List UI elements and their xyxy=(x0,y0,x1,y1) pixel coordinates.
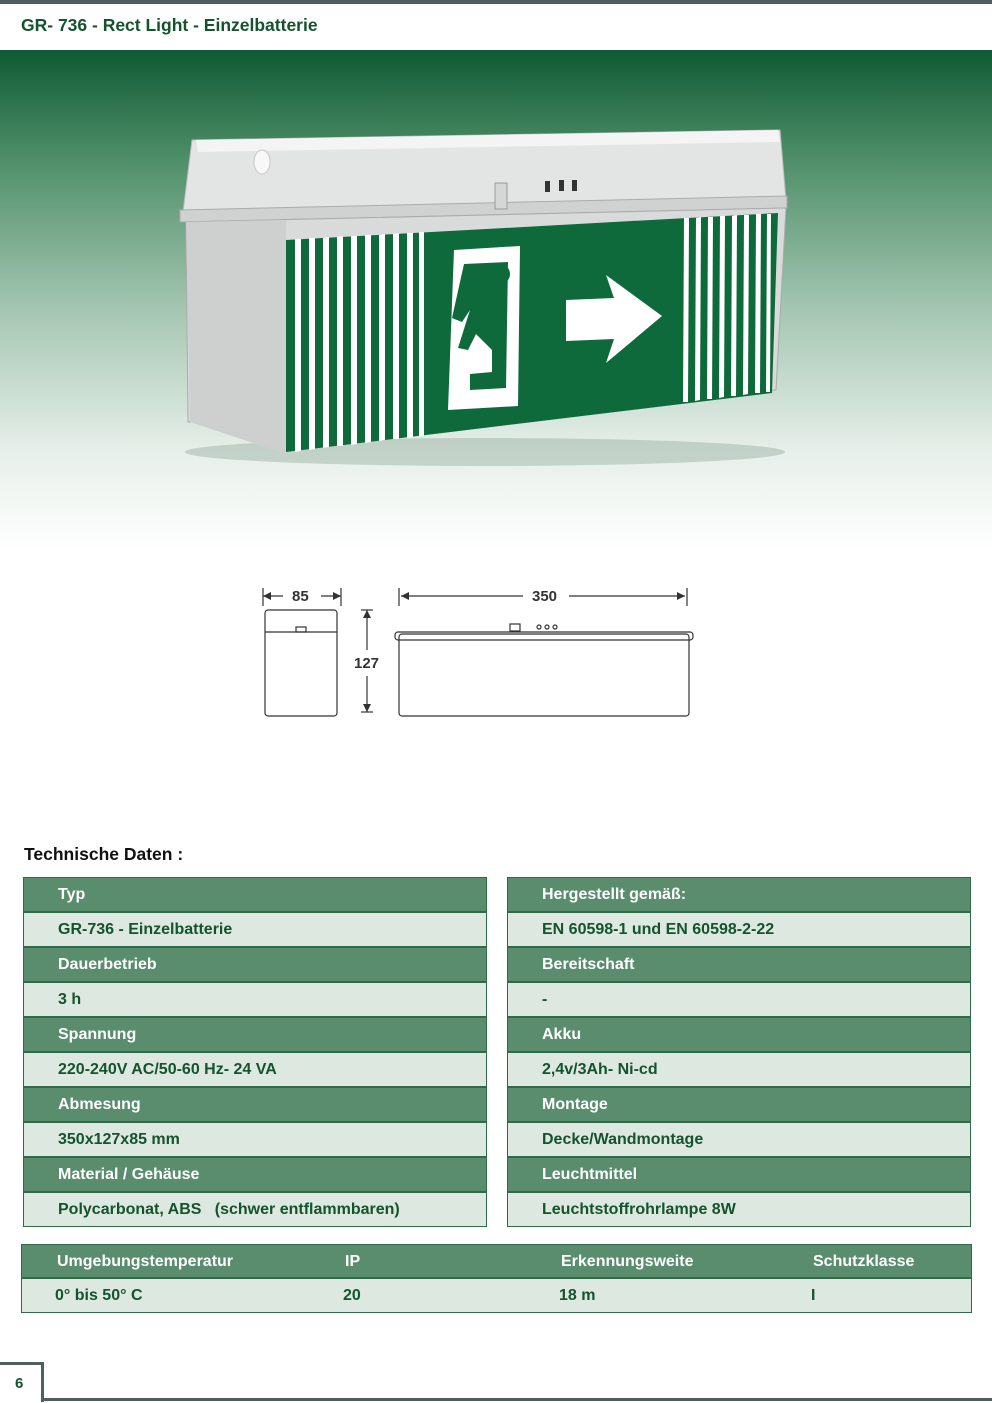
header-cell: Umgebungstemperatur xyxy=(57,1253,234,1270)
spec-label: Dauerbetrieb xyxy=(23,947,487,982)
product-photo xyxy=(0,50,992,550)
exit-sign-image xyxy=(0,50,992,550)
header-cell: Erkennungsweite xyxy=(561,1253,694,1270)
value-cell: 18 m xyxy=(559,1287,596,1304)
spec-value: 2,4v/3Ah- Ni-cd xyxy=(507,1052,971,1087)
spec-value: Leuchtstoffrohrlampe 8W xyxy=(507,1192,971,1227)
spec-label: Spannung xyxy=(23,1017,487,1052)
spec-label: Montage xyxy=(507,1087,971,1122)
spec-label: Abmesung xyxy=(23,1087,487,1122)
spec-label: Typ xyxy=(23,877,487,912)
footer-rule xyxy=(44,1398,992,1401)
value-cell: I xyxy=(811,1287,816,1304)
height-label: 127 xyxy=(354,655,380,672)
spec-table-right xyxy=(507,877,971,1227)
table-header-row xyxy=(21,1244,972,1278)
value-cell: 20 xyxy=(343,1287,361,1304)
spec-value: Polycarbonat, ABS (schwer entflammbaren) xyxy=(23,1192,487,1227)
spec-value: 350x127x85 mm xyxy=(23,1122,487,1157)
value-cell: 0° bis 50° C xyxy=(55,1287,143,1304)
spec-value: Decke/Wandmontage xyxy=(507,1122,971,1157)
spec-label: Material / Gehäuse xyxy=(23,1157,487,1192)
tech-data-heading: Technische Daten : xyxy=(24,844,184,864)
length-label: 350 xyxy=(532,588,558,605)
page-number: 6 xyxy=(15,1375,24,1392)
spec-label: Hergestellt gemäß: xyxy=(507,877,971,912)
spec-value: 3 h xyxy=(23,982,487,1017)
spec-label: Leuchtmittel xyxy=(507,1157,971,1192)
spec-label: Akku xyxy=(507,1017,971,1052)
spec-value: 220-240V AC/50-60 Hz- 24 VA xyxy=(23,1052,487,1087)
dimension-drawing xyxy=(255,580,705,725)
page-title: GR- 736 - Rect Light - Einzelbatterie xyxy=(21,15,318,35)
table-row xyxy=(21,1278,972,1313)
top-rule xyxy=(0,0,992,4)
environment-table xyxy=(21,1244,972,1313)
spec-value: GR-736 - Einzelbatterie xyxy=(23,912,487,947)
spec-value: EN 60598-1 und EN 60598-2-22 xyxy=(507,912,971,947)
header-cell: Schutzklasse xyxy=(813,1253,915,1270)
spec-label: Bereitschaft xyxy=(507,947,971,982)
spec-value: - xyxy=(507,982,971,1017)
header-cell: IP xyxy=(345,1253,361,1270)
spec-table-left xyxy=(23,877,487,1227)
depth-label: 85 xyxy=(292,588,309,605)
